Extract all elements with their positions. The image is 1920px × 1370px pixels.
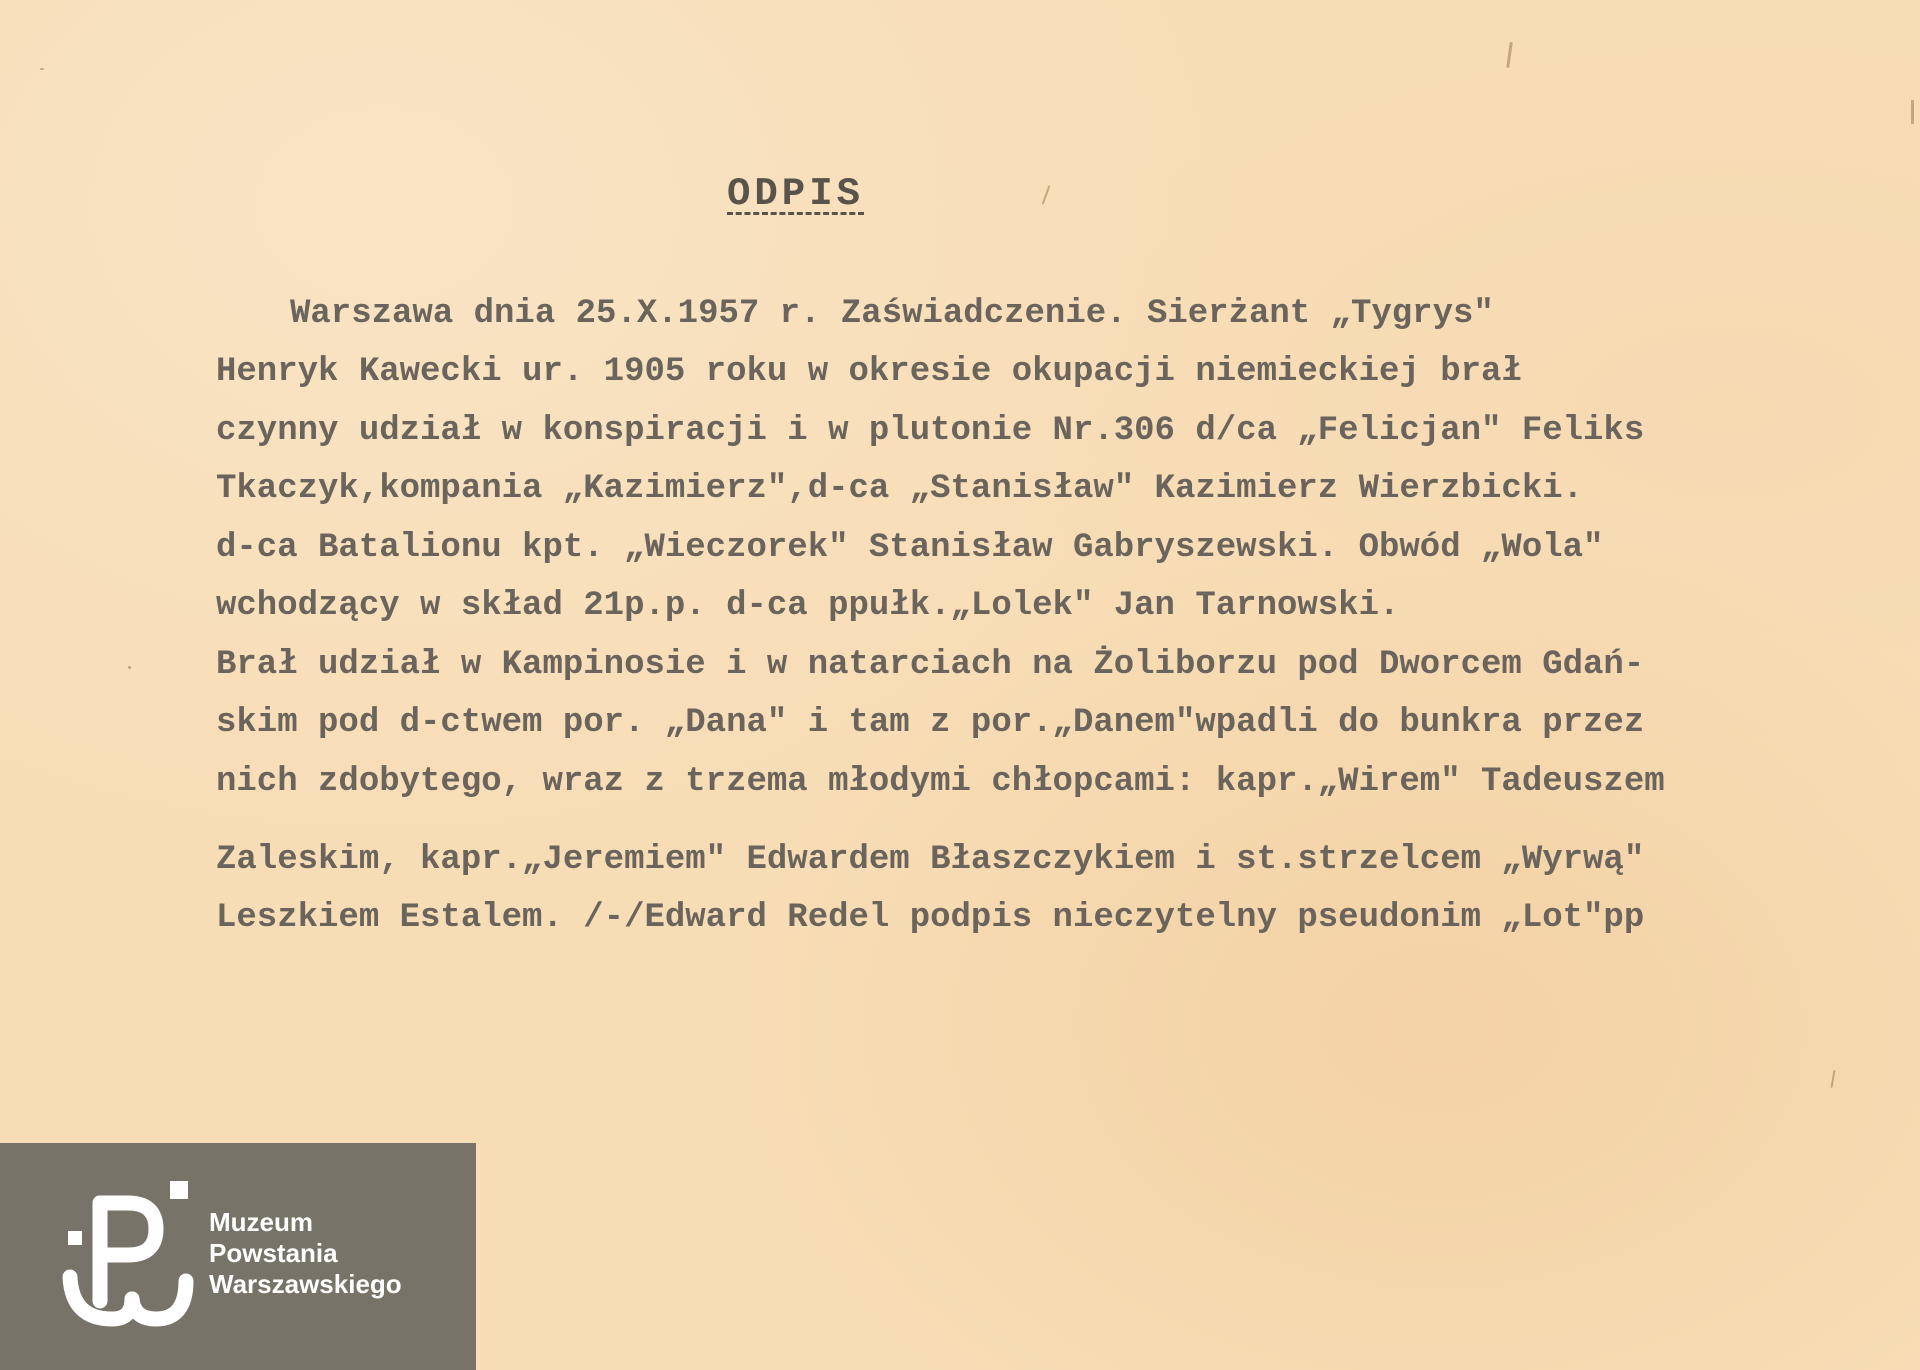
paper-speck (1830, 1070, 1835, 1088)
museum-name-line: Powstania (209, 1238, 338, 1268)
document-line: wchodzący w skład 21p.p. d-ca ppułk.„Lolek" Jan Tarnowski. (216, 587, 1400, 625)
document-line: nich zdobytego, wraz z trzema młodymi chłopcami: kapr.„Wirem" Tadeuszem (216, 763, 1665, 801)
document-title: ODPIS (727, 172, 865, 216)
document-line: Henryk Kawecki ur. 1905 roku w okresie okupacji niemieckiej brał (216, 353, 1522, 391)
document-line: skim pod d-ctwem por. „Dana" i tam z por.„Danem"wpadli do bunkra przez (216, 704, 1645, 742)
document-line: czynny udział w konspiracji i w plutonie Nr.306 d/ca „Felicjan" Feliks (216, 412, 1645, 450)
document-line: Zaleskim, kapr.„Jeremiem" Edwardem Błaszczykiem i st.strzelcem „Wyrwą" (216, 841, 1645, 879)
document-line: Tkaczyk,kompania „Kazimierz",d-ca „Stanisław" Kazimierz Wierzbicki. (216, 470, 1584, 508)
document-line: Leszkiem Estalem. /-/Edward Redel podpis nieczytelny pseudonim „Lot"pp (216, 899, 1645, 937)
paper-speck (40, 68, 44, 70)
document-line: Warszawa dnia 25.X.1957 r. Zaświadczenie. Sierżant „Tygrys" (290, 295, 1494, 333)
museum-logo-box (0, 1143, 476, 1370)
document-line: Brał udział w Kampinosie i w natarciach na Żoliborzu pod Dworcem Gdań- (216, 646, 1645, 684)
document-line: d-ca Batalionu kpt. „Wieczorek" Stanisław Gabryszewski. Obwód „Wola" (216, 529, 1604, 567)
paper-speck (1506, 42, 1513, 68)
paper-speck (1911, 100, 1914, 124)
kotwica-anchor-icon (58, 1181, 194, 1331)
paper-speck (1042, 185, 1051, 204)
paper-speck (128, 666, 131, 669)
museum-name-line: Muzeum (209, 1207, 313, 1237)
museum-name-line: Warszawskiego (209, 1269, 402, 1299)
museum-name (209, 1207, 402, 1300)
